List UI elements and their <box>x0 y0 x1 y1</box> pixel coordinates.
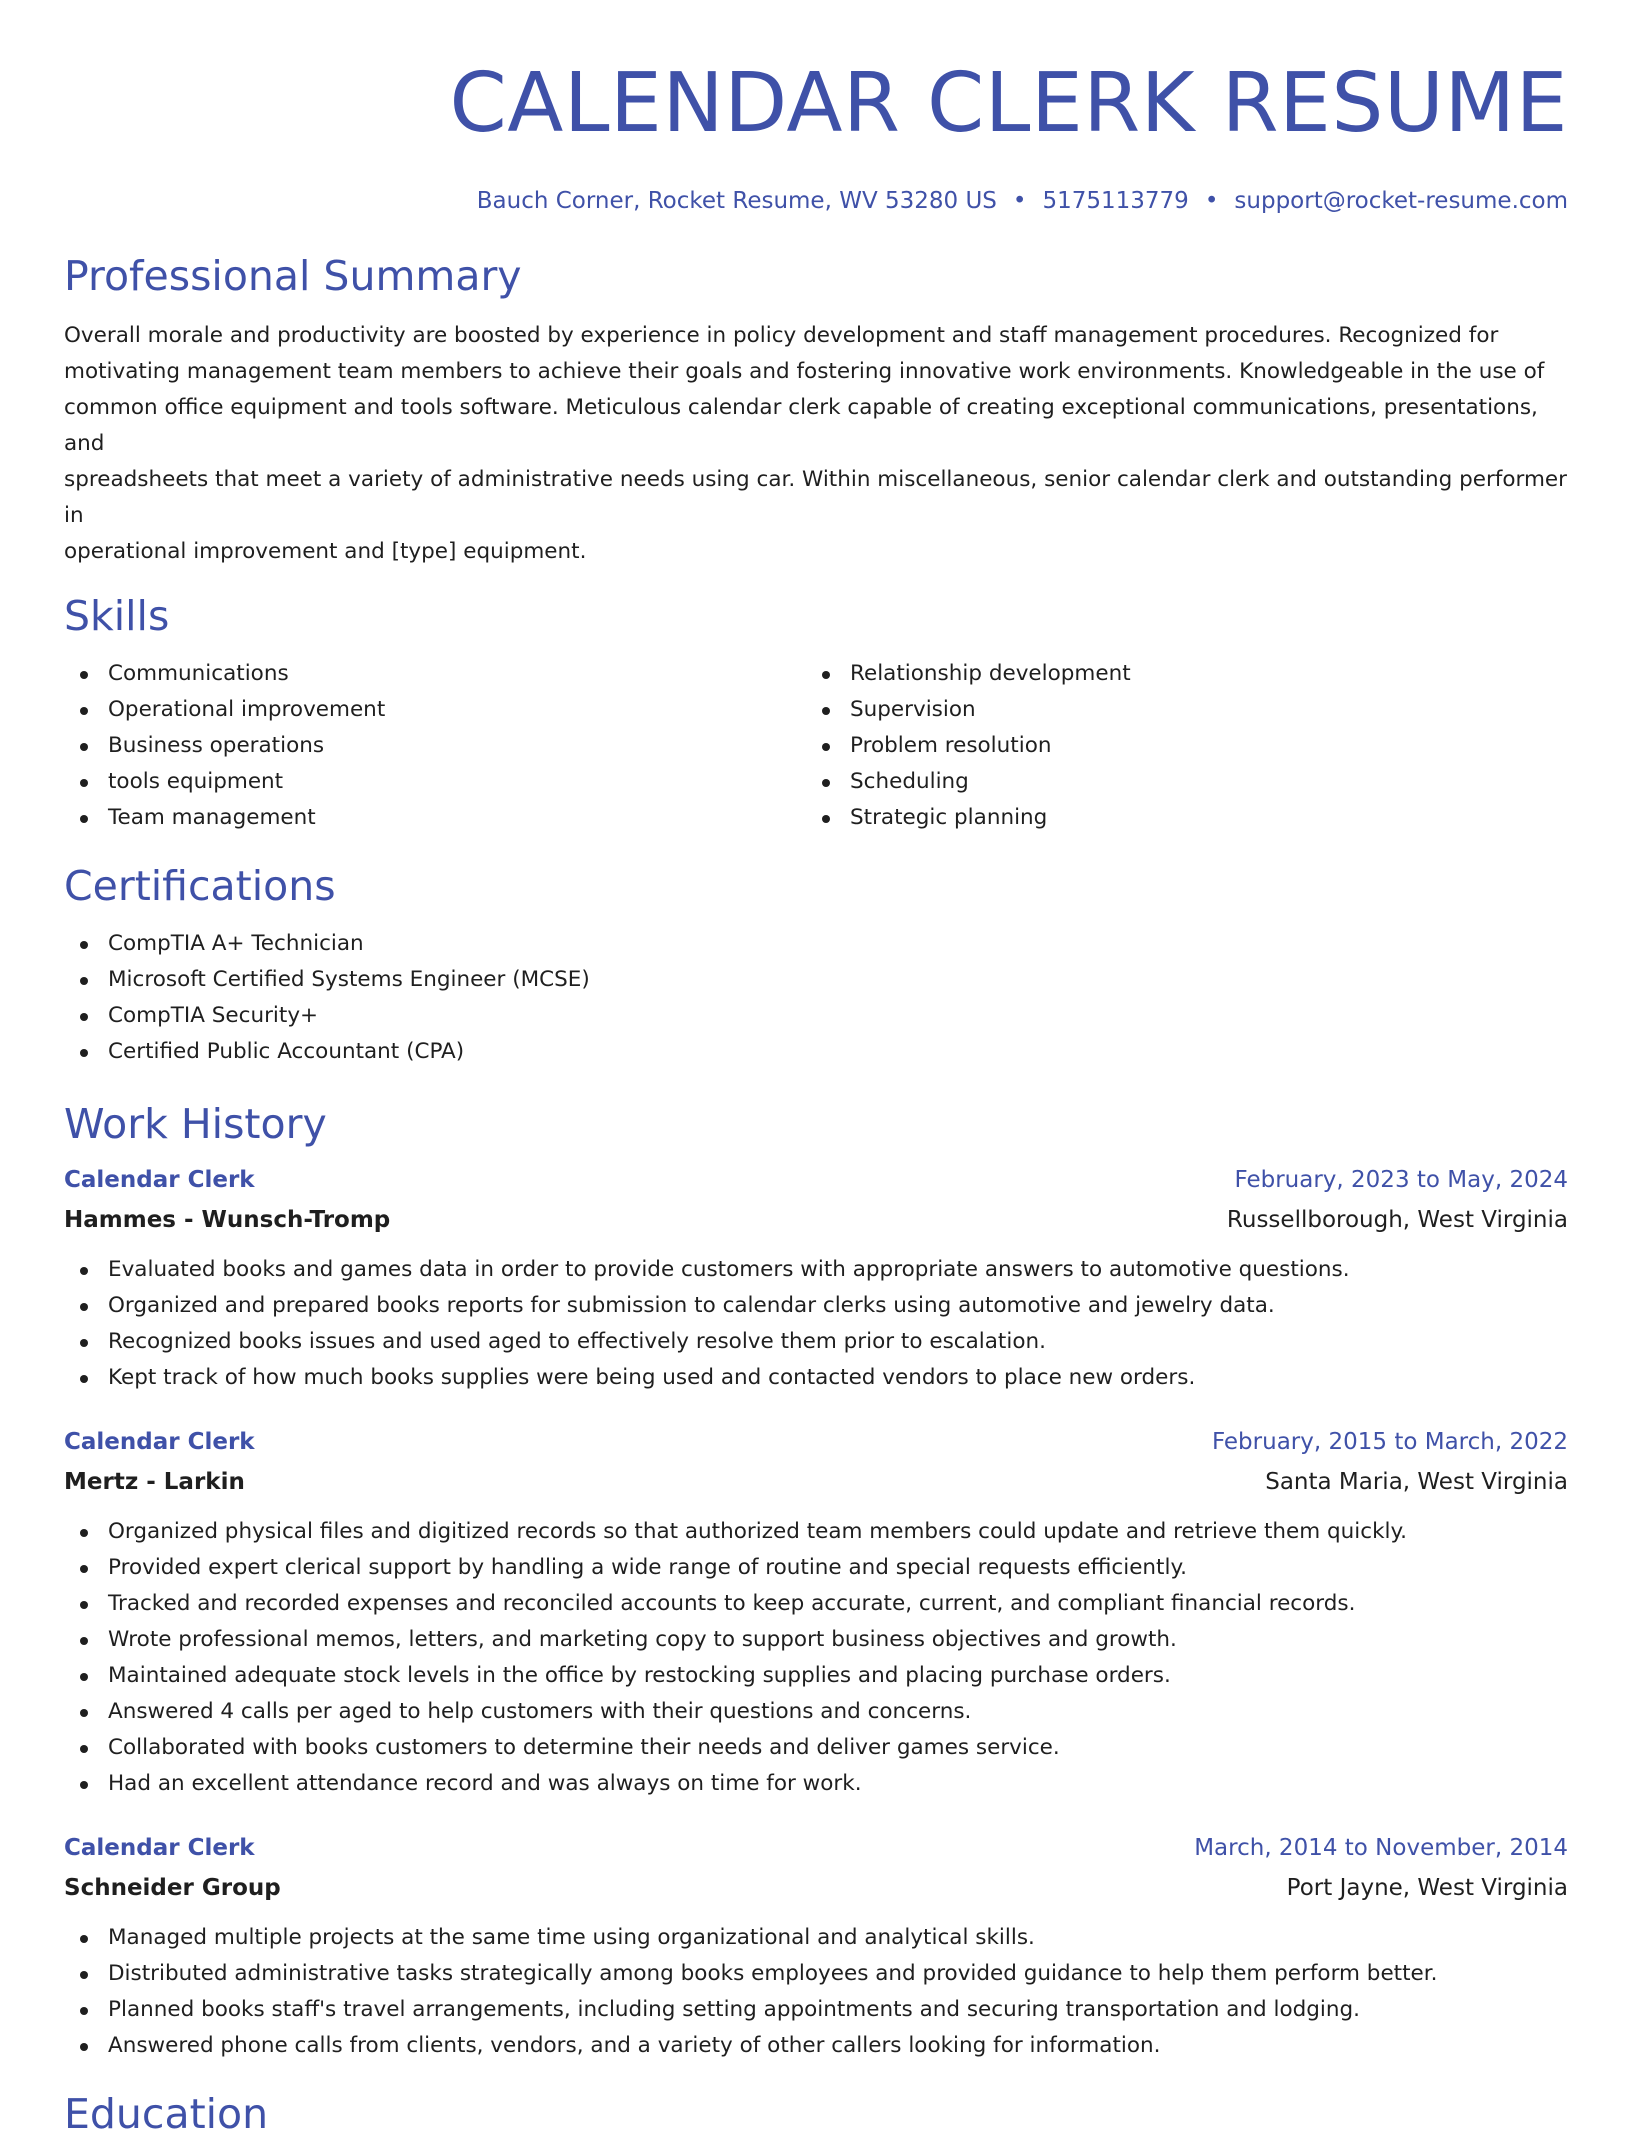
contact-line <box>64 186 1568 216</box>
skill-item: Problem resolution <box>806 728 1548 764</box>
job-bullets <box>64 1514 1568 1802</box>
resume-title: CALENDAR CLERK RESUME <box>449 56 1568 151</box>
job-bullet: Provided expert clerical support by handling a wide range of routine and special requests efficiently. <box>64 1550 1568 1586</box>
certification-item: CompTIA Security+ <box>64 998 1568 1034</box>
job-entry <box>64 1422 1568 1802</box>
job-entry <box>64 1160 1568 1396</box>
work-history-heading: Work History <box>64 1100 327 1148</box>
summary-line: motivating management team members to achieve their goals and fostering innovative work environments. Knowledgeable in the use of <box>64 359 1545 384</box>
job-bullet: Wrote professional memos, letters, and marketing copy to support business objectives and growth. <box>64 1622 1568 1658</box>
contact-email: support@rocket-resume.com <box>1234 188 1568 214</box>
job-subheader <box>64 1462 1568 1502</box>
contact-phone: 5175113779 <box>1042 188 1189 214</box>
job-bullet: Answered phone calls from clients, vendors, and a variety of other callers looking for information. <box>64 2028 1568 2064</box>
education-heading: Education <box>64 2090 269 2138</box>
job-header <box>64 1828 1568 1868</box>
job-bullet: Collaborated with books customers to determine their needs and deliver games service. <box>64 1730 1568 1766</box>
job-bullet: Kept track of how much books supplies were being used and contacted vendors to place new orders. <box>64 1360 1568 1396</box>
summary-line: common office equipment and tools software. Meticulous calendar clerk capable of creating exceptional communications, presentations, and <box>64 395 1538 456</box>
summary-heading: Professional Summary <box>64 252 522 300</box>
certification-item: Certified Public Accountant (CPA) <box>64 1034 1568 1070</box>
job-bullet: Answered 4 calls per aged to help customers with their questions and concerns. <box>64 1694 1568 1730</box>
skill-item: Operational improvement <box>64 692 806 728</box>
contact-separator: • <box>1204 188 1219 214</box>
job-title: Calendar Clerk <box>64 1167 255 1193</box>
job-dates: February, 2023 to May, 2024 <box>1234 1167 1568 1193</box>
summary-line: spreadsheets that meet a variety of administrative needs using car. Within miscellaneous, senior calendar clerk and outstanding performer in <box>64 467 1567 528</box>
job-header <box>64 1422 1568 1462</box>
job-title: Calendar Clerk <box>64 1835 255 1861</box>
job-bullet: Evaluated books and games data in order to provide customers with appropriate answers to automotive questions. <box>64 1252 1568 1288</box>
skill-item: Business operations <box>64 728 806 764</box>
contact-address: Bauch Corner, Rocket Resume, WV 53280 US <box>476 188 997 214</box>
certifications-heading: Certifications <box>64 862 336 910</box>
skill-item: Strategic planning <box>806 800 1548 836</box>
job-location: Port Jayne, West Virginia <box>1286 1875 1568 1901</box>
skill-item: Communications <box>64 656 806 692</box>
job-bullet: Managed multiple projects at the same time using organizational and analytical skills. <box>64 1920 1568 1956</box>
job-title: Calendar Clerk <box>64 1429 255 1455</box>
skill-item: Supervision <box>806 692 1548 728</box>
job-location: Santa Maria, West Virginia <box>1265 1469 1568 1495</box>
job-dates: March, 2014 to November, 2014 <box>1194 1835 1568 1861</box>
summary-line: operational improvement and [type] equipment. <box>64 539 587 564</box>
skill-item: Team management <box>64 800 806 836</box>
skills-column-right <box>806 656 1548 836</box>
skill-item: tools equipment <box>64 764 806 800</box>
job-bullet: Distributed administrative tasks strategically among books employees and provided guidance to help them perform better. <box>64 1956 1568 1992</box>
skill-item: Relationship development <box>806 656 1548 692</box>
job-bullets <box>64 1252 1568 1396</box>
job-bullet: Planned books staff's travel arrangements, including setting appointments and securing transportation and lodging. <box>64 1992 1568 2028</box>
certification-item: CompTIA A+ Technician <box>64 926 1568 962</box>
job-bullet: Organized physical files and digitized records so that authorized team members could update and retrieve them quickly. <box>64 1514 1568 1550</box>
job-company: Hammes - Wunsch-Tromp <box>64 1207 391 1233</box>
job-dates: February, 2015 to March, 2022 <box>1211 1429 1568 1455</box>
job-bullet: Maintained adequate stock levels in the office by restocking supplies and placing purchase orders. <box>64 1658 1568 1694</box>
job-bullet: Recognized books issues and used aged to effectively resolve them prior to escalation. <box>64 1324 1568 1360</box>
job-company: Mertz - Larkin <box>64 1469 245 1495</box>
job-bullet: Had an excellent attendance record and was always on time for work. <box>64 1766 1568 1802</box>
skills-heading: Skills <box>64 592 170 640</box>
job-bullets <box>64 1920 1568 2064</box>
job-location: Russellborough, West Virginia <box>1226 1207 1568 1233</box>
resume-page <box>64 0 1568 2140</box>
job-bullet: Tracked and recorded expenses and reconciled accounts to keep accurate, current, and compliant financial records. <box>64 1586 1568 1622</box>
job-header <box>64 1160 1568 1200</box>
summary-paragraph <box>64 318 1568 570</box>
certifications-list <box>64 926 1568 1070</box>
skills-column-left <box>64 656 806 836</box>
certification-item: Microsoft Certified Systems Engineer (MCSE) <box>64 962 1568 998</box>
job-subheader <box>64 1200 1568 1240</box>
summary-line: Overall morale and productivity are boosted by experience in policy development and staff management procedures. Recognized for <box>64 323 1499 348</box>
skill-item: Scheduling <box>806 764 1548 800</box>
contact-separator: • <box>1012 188 1027 214</box>
job-entry <box>64 1828 1568 2064</box>
job-bullet: Organized and prepared books reports for submission to calendar clerks using automotive and jewelry data. <box>64 1288 1568 1324</box>
job-company: Schneider Group <box>64 1875 281 1901</box>
job-subheader <box>64 1868 1568 1908</box>
skills-list <box>64 656 1568 836</box>
